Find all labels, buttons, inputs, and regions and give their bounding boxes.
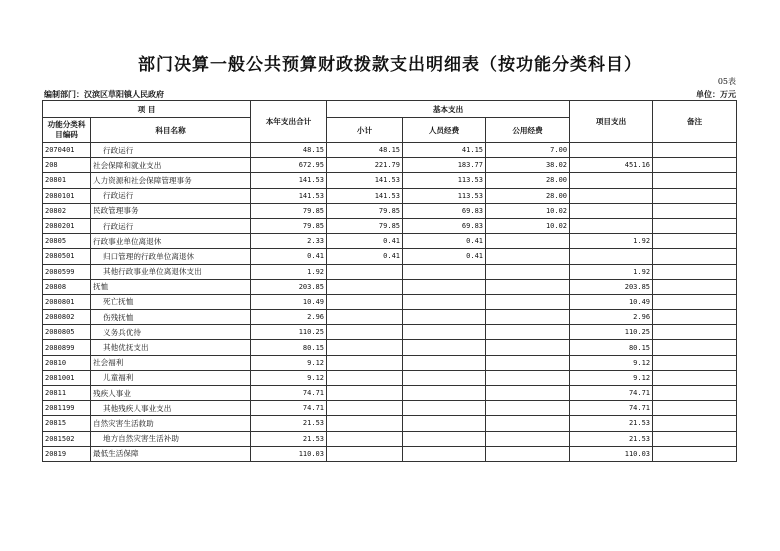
- table-row: [43, 158, 737, 173]
- cell-name: 社会保障和就业支出: [91, 158, 251, 173]
- cell-subtotal: [327, 431, 403, 446]
- cell-code: 2080801: [43, 294, 91, 309]
- cell-subtotal: [327, 340, 403, 355]
- cell-name: 儿童福利: [91, 370, 251, 385]
- header-public: 公用经费: [486, 118, 570, 143]
- cell-code: 2080501: [43, 249, 91, 264]
- cell-personnel: [403, 386, 486, 401]
- cell-note: [653, 279, 737, 294]
- cell-subtotal: 79.85: [327, 218, 403, 233]
- cell-code: 20815: [43, 416, 91, 431]
- table-row: [43, 188, 737, 203]
- cell-note: [653, 188, 737, 203]
- cell-code: 2080802: [43, 310, 91, 325]
- cell-public: [486, 431, 570, 446]
- cell-name: 自然灾害生活救助: [91, 416, 251, 431]
- expenditure-table: [42, 100, 737, 462]
- cell-note: [653, 340, 737, 355]
- cell-code: 20808: [43, 279, 91, 294]
- dept-label: 编制部门：汉滨区草阳镇人民政府: [44, 89, 164, 99]
- cell-public: [486, 325, 570, 340]
- cell-name: 社会福利: [91, 355, 251, 370]
- cell-project: 1.92: [570, 264, 653, 279]
- meta-row: [42, 88, 736, 100]
- cell-personnel: [403, 370, 486, 385]
- cell-public: 10.02: [486, 203, 570, 218]
- cell-name: 行政运行: [91, 218, 251, 233]
- cell-code: 20810: [43, 355, 91, 370]
- cell-code: 20811: [43, 386, 91, 401]
- cell-personnel: [403, 431, 486, 446]
- table-row: [43, 203, 737, 218]
- unit-label: 单位：万元: [696, 89, 736, 99]
- cell-note: [653, 203, 737, 218]
- cell-subtotal: 79.85: [327, 203, 403, 218]
- cell-subtotal: [327, 279, 403, 294]
- table-row: [43, 446, 737, 461]
- cell-public: [486, 416, 570, 431]
- table-row: [43, 279, 737, 294]
- cell-subtotal: [327, 325, 403, 340]
- cell-total: 672.95: [251, 158, 327, 173]
- cell-code: 2081001: [43, 370, 91, 385]
- cell-subtotal: [327, 370, 403, 385]
- table-row: [43, 386, 737, 401]
- cell-project: 110.03: [570, 446, 653, 461]
- cell-code: 20801: [43, 173, 91, 188]
- cell-code: 20802: [43, 203, 91, 218]
- cell-note: [653, 401, 737, 416]
- cell-public: [486, 264, 570, 279]
- cell-subtotal: [327, 310, 403, 325]
- cell-total: 141.53: [251, 188, 327, 203]
- cell-name: 其他行政事业单位离退休支出: [91, 264, 251, 279]
- cell-note: [653, 310, 737, 325]
- cell-project: 1.92: [570, 234, 653, 249]
- cell-name: 其他优抚支出: [91, 340, 251, 355]
- header-item: 项 目: [43, 101, 251, 118]
- cell-project: [570, 143, 653, 158]
- cell-code: 2080201: [43, 218, 91, 233]
- cell-name: 地方自然灾害生活补助: [91, 431, 251, 446]
- header-name: 科目名称: [91, 118, 251, 143]
- cell-total: 141.53: [251, 173, 327, 188]
- cell-personnel: 183.77: [403, 158, 486, 173]
- cell-project: 10.49: [570, 294, 653, 309]
- table-row: [43, 325, 737, 340]
- cell-project: 451.16: [570, 158, 653, 173]
- cell-note: [653, 158, 737, 173]
- cell-name: 最低生活保障: [91, 446, 251, 461]
- cell-personnel: [403, 416, 486, 431]
- cell-total: 2.96: [251, 310, 327, 325]
- cell-total: 203.85: [251, 279, 327, 294]
- cell-public: [486, 279, 570, 294]
- cell-project: 110.25: [570, 325, 653, 340]
- table-row: [43, 355, 737, 370]
- cell-note: [653, 264, 737, 279]
- table-row: [43, 249, 737, 264]
- cell-public: 28.00: [486, 188, 570, 203]
- cell-name: 死亡抚恤: [91, 294, 251, 309]
- cell-public: [486, 340, 570, 355]
- cell-code: 20805: [43, 234, 91, 249]
- cell-personnel: [403, 279, 486, 294]
- cell-personnel: [403, 355, 486, 370]
- cell-subtotal: 0.41: [327, 234, 403, 249]
- cell-note: [653, 249, 737, 264]
- cell-note: [653, 386, 737, 401]
- cell-personnel: 113.53: [403, 188, 486, 203]
- table-row: [43, 143, 737, 158]
- cell-personnel: [403, 325, 486, 340]
- cell-personnel: 69.83: [403, 203, 486, 218]
- table-row: [43, 218, 737, 233]
- cell-subtotal: 141.53: [327, 188, 403, 203]
- cell-code: 2080599: [43, 264, 91, 279]
- table-number: 05表: [717, 77, 736, 86]
- table-body: [43, 143, 737, 462]
- cell-note: [653, 234, 737, 249]
- cell-public: [486, 386, 570, 401]
- header-project: 项目支出: [570, 101, 653, 143]
- cell-name: 义务兵优待: [91, 325, 251, 340]
- cell-public: [486, 249, 570, 264]
- cell-project: 74.71: [570, 401, 653, 416]
- cell-total: 21.53: [251, 431, 327, 446]
- cell-name: 伤残抚恤: [91, 310, 251, 325]
- table-row: [43, 294, 737, 309]
- cell-personnel: [403, 264, 486, 279]
- cell-subtotal: [327, 355, 403, 370]
- cell-project: 9.12: [570, 355, 653, 370]
- cell-project: [570, 249, 653, 264]
- table-row: [43, 401, 737, 416]
- cell-note: [653, 143, 737, 158]
- header-total: 本年支出合计: [251, 101, 327, 143]
- cell-name: 人力资源和社会保障管理事务: [91, 173, 251, 188]
- cell-note: [653, 431, 737, 446]
- cell-code: 2080101: [43, 188, 91, 203]
- cell-code: 2081199: [43, 401, 91, 416]
- header-basic: 基本支出: [327, 101, 570, 118]
- cell-total: 0.41: [251, 249, 327, 264]
- cell-project: [570, 218, 653, 233]
- cell-total: 2.33: [251, 234, 327, 249]
- cell-code: 2080899: [43, 340, 91, 355]
- table-row: [43, 310, 737, 325]
- cell-project: 21.53: [570, 431, 653, 446]
- cell-project: [570, 173, 653, 188]
- cell-name: 民政管理事务: [91, 203, 251, 218]
- cell-code: 20819: [43, 446, 91, 461]
- cell-subtotal: [327, 264, 403, 279]
- cell-note: [653, 173, 737, 188]
- cell-project: 80.15: [570, 340, 653, 355]
- page-title: 部门决算一般公共预算财政拨款支出明细表（按功能分类科目）: [138, 55, 642, 75]
- cell-public: [486, 401, 570, 416]
- cell-personnel: 113.53: [403, 173, 486, 188]
- cell-code: 2070401: [43, 143, 91, 158]
- table-row: [43, 173, 737, 188]
- cell-project: 21.53: [570, 416, 653, 431]
- cell-project: 2.96: [570, 310, 653, 325]
- cell-name: 行政运行: [91, 188, 251, 203]
- cell-name: 残疾人事业: [91, 386, 251, 401]
- cell-total: 21.53: [251, 416, 327, 431]
- cell-total: 80.15: [251, 340, 327, 355]
- cell-personnel: 0.41: [403, 249, 486, 264]
- cell-public: 28.00: [486, 173, 570, 188]
- cell-public: [486, 355, 570, 370]
- cell-note: [653, 370, 737, 385]
- cell-project: 74.71: [570, 386, 653, 401]
- cell-name: 其他残疾人事业支出: [91, 401, 251, 416]
- cell-code: 2080805: [43, 325, 91, 340]
- cell-total: 74.71: [251, 401, 327, 416]
- cell-note: [653, 294, 737, 309]
- cell-name: 行政事业单位离退休: [91, 234, 251, 249]
- header-code: 功能分类科目编码: [43, 118, 91, 143]
- cell-public: 7.00: [486, 143, 570, 158]
- cell-note: [653, 446, 737, 461]
- cell-note: [653, 416, 737, 431]
- cell-subtotal: [327, 446, 403, 461]
- header-subtotal: 小计: [327, 118, 403, 143]
- cell-total: 10.49: [251, 294, 327, 309]
- cell-project: [570, 188, 653, 203]
- table-row: [43, 370, 737, 385]
- table-row: [43, 264, 737, 279]
- table-row: [43, 234, 737, 249]
- cell-personnel: 69.83: [403, 218, 486, 233]
- cell-public: [486, 370, 570, 385]
- cell-personnel: 41.15: [403, 143, 486, 158]
- cell-subtotal: 141.53: [327, 173, 403, 188]
- cell-subtotal: 221.79: [327, 158, 403, 173]
- cell-total: 74.71: [251, 386, 327, 401]
- header-note: 备注: [653, 101, 737, 143]
- cell-note: [653, 355, 737, 370]
- cell-personnel: 0.41: [403, 234, 486, 249]
- cell-personnel: [403, 310, 486, 325]
- cell-note: [653, 325, 737, 340]
- cell-personnel: [403, 340, 486, 355]
- cell-public: [486, 294, 570, 309]
- cell-subtotal: [327, 294, 403, 309]
- cell-name: 归口管理的行政单位离退休: [91, 249, 251, 264]
- cell-project: [570, 203, 653, 218]
- cell-total: 48.15: [251, 143, 327, 158]
- table-row: [43, 431, 737, 446]
- cell-subtotal: [327, 386, 403, 401]
- cell-subtotal: 48.15: [327, 143, 403, 158]
- cell-subtotal: [327, 401, 403, 416]
- cell-total: 110.25: [251, 325, 327, 340]
- cell-personnel: [403, 446, 486, 461]
- cell-total: 9.12: [251, 370, 327, 385]
- cell-project: 203.85: [570, 279, 653, 294]
- cell-subtotal: 0.41: [327, 249, 403, 264]
- header-personnel: 人员经费: [403, 118, 486, 143]
- cell-public: [486, 446, 570, 461]
- cell-name: 抚恤: [91, 279, 251, 294]
- table-row: [43, 416, 737, 431]
- cell-personnel: [403, 294, 486, 309]
- cell-public: [486, 234, 570, 249]
- cell-note: [653, 218, 737, 233]
- cell-code: 2081502: [43, 431, 91, 446]
- cell-total: 9.12: [251, 355, 327, 370]
- cell-total: 1.92: [251, 264, 327, 279]
- cell-project: 9.12: [570, 370, 653, 385]
- cell-total: 110.03: [251, 446, 327, 461]
- cell-total: 79.85: [251, 218, 327, 233]
- cell-public: [486, 310, 570, 325]
- cell-name: 行政运行: [91, 143, 251, 158]
- cell-subtotal: [327, 416, 403, 431]
- table-row: [43, 340, 737, 355]
- cell-personnel: [403, 401, 486, 416]
- cell-total: 79.85: [251, 203, 327, 218]
- cell-code: 208: [43, 158, 91, 173]
- cell-public: 10.02: [486, 218, 570, 233]
- cell-public: 38.02: [486, 158, 570, 173]
